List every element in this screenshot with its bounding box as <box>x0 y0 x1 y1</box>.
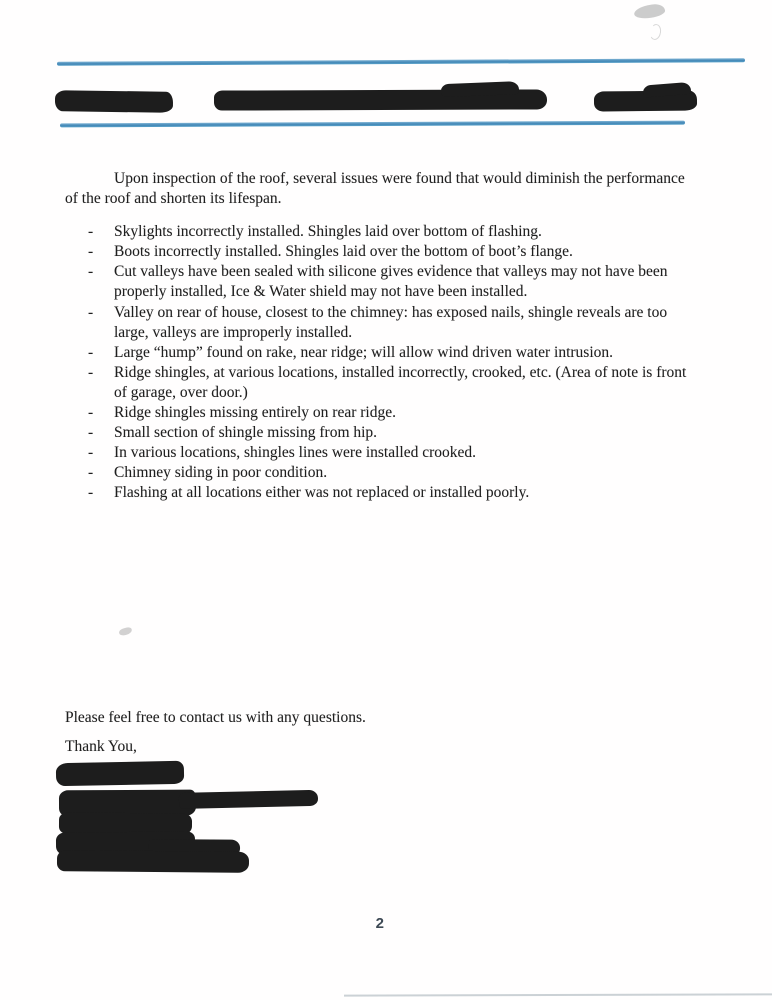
dash-bullet: - <box>88 303 94 321</box>
issue-item <box>65 222 692 242</box>
dash-bullet: - <box>88 464 94 482</box>
issue-item <box>65 443 692 463</box>
issue-item <box>65 343 692 363</box>
issue-text: Small section of shingle missing from hip. <box>114 424 378 442</box>
issue-text: Ridge shingles missing entirely on rear ridge. <box>114 404 396 422</box>
letterhead-rule-bottom <box>60 121 685 128</box>
issue-text: Skylights incorrectly installed. Shingles laid over bottom of flashing. <box>114 223 542 241</box>
page-number: 2 <box>375 915 385 932</box>
letter-body <box>65 169 692 504</box>
issue-text: Valley on rear of house, closest to the chimney: has exposed nails, shingle reveals are too large, valleys are improperly installed. <box>114 303 668 341</box>
issue-item <box>65 483 692 503</box>
intro-paragraph: Upon inspection of the roof, several issues were found that would diminish the performance of the roof and shorten its lifespan. <box>65 170 685 208</box>
issue-item <box>65 403 692 423</box>
scan-smudge-middle <box>118 627 132 637</box>
scan-smudge-curl <box>649 23 663 41</box>
redaction-mark-signature-name <box>56 761 184 786</box>
dash-bullet: - <box>88 444 94 462</box>
contact-line: Please feel free to contact us with any questions. <box>65 709 366 726</box>
issue-text: Chimney siding in poor condition. <box>114 464 328 482</box>
dash-bullet: - <box>88 223 94 241</box>
issue-text: In various locations, shingles lines were installed crooked. <box>114 444 477 462</box>
issue-item <box>65 363 692 403</box>
issue-item <box>65 423 692 443</box>
letterhead-rule-top <box>57 58 745 66</box>
signoff-line: Thank You, <box>65 738 137 755</box>
dash-bullet: - <box>88 263 94 281</box>
closing-block <box>65 708 565 757</box>
issue-list <box>65 222 692 503</box>
dash-bullet: - <box>88 484 94 502</box>
issue-text: Large “hump” found on rake, near ridge; will allow wind driven water intrusion. <box>114 343 614 361</box>
scan-smudge-top-right <box>633 3 666 21</box>
dash-bullet: - <box>88 424 94 442</box>
issue-item <box>65 303 692 343</box>
issue-item <box>65 262 692 302</box>
dash-bullet: - <box>88 404 94 422</box>
dash-bullet: - <box>88 243 94 261</box>
issue-item <box>65 242 692 262</box>
dash-bullet: - <box>88 363 94 381</box>
issue-text: Cut valleys have been sealed with silicone gives evidence that valleys may not have been properly installed, Ice & Water shield may not have been installed. <box>114 263 668 301</box>
dash-bullet: - <box>88 343 94 361</box>
scan-edge-line-bottom <box>344 993 772 996</box>
redaction-mark-letterhead-left <box>55 90 173 113</box>
redaction-mark-letterhead-center <box>214 89 547 110</box>
issue-text: Ridge shingles, at various locations, installed incorrectly, crooked, etc. (Area of note is front of garage, over door.) <box>114 363 687 401</box>
redaction-mark-letterhead-right <box>594 90 697 111</box>
issue-text: Flashing at all locations either was not replaced or installed poorly. <box>114 484 530 502</box>
issue-item <box>65 463 692 483</box>
redaction-mark-email <box>57 850 249 873</box>
issue-text: Boots incorrectly installed. Shingles laid over the bottom of boot’s flange. <box>114 243 573 261</box>
